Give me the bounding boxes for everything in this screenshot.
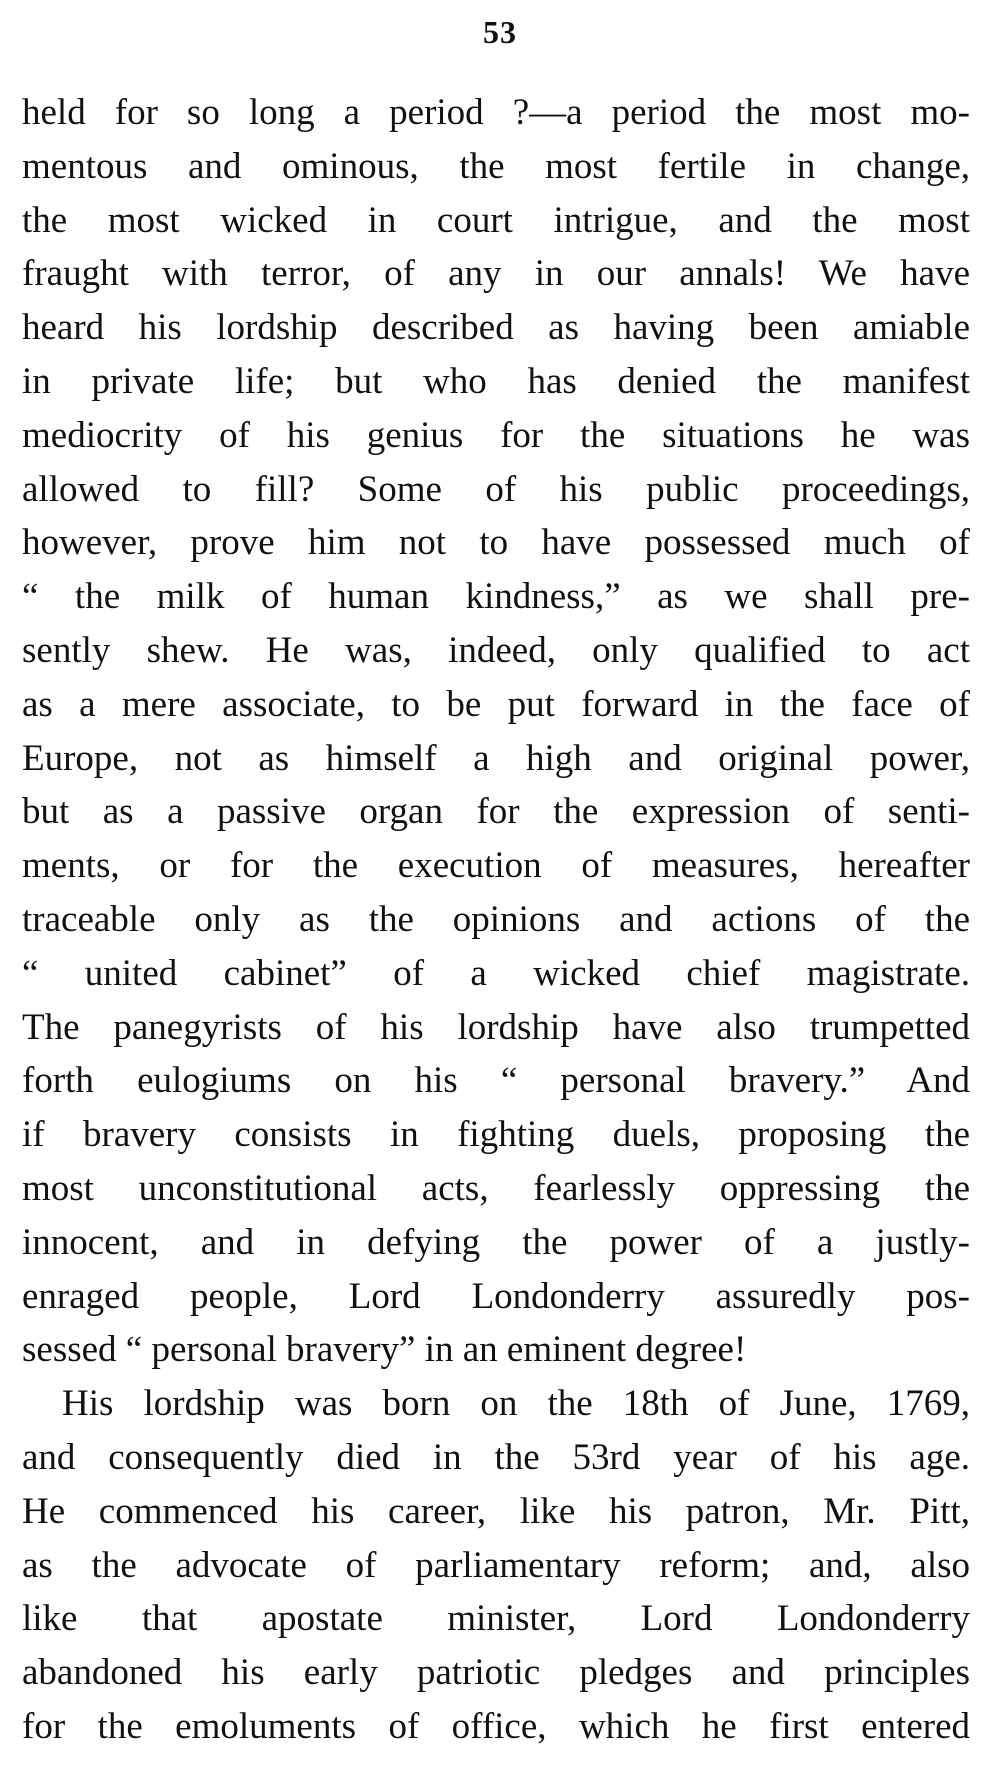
text-line: for the emoluments of office, which he first entered (22, 1705, 970, 1747)
text-line: but as a passive organ for the expression of senti- (22, 791, 970, 833)
text-line: as the advocate of parliamentary reform; and, also (22, 1544, 970, 1586)
text-line: sently shew. He was, indeed, only qualified to act (22, 629, 970, 671)
text-line: forth eulogiums on his “ personal bravery.” And (22, 1060, 970, 1102)
text-line: most unconstitutional acts, fearlessly oppressing the (22, 1167, 970, 1209)
paragraph-1 (22, 86, 970, 1377)
text-line: allowed to fill? Some of his public proceedings, (22, 468, 970, 510)
text-line: mediocrity of his genius for the situations he was (22, 414, 970, 456)
text-line: mentous and ominous, the most fertile in change, (22, 145, 970, 187)
text-line: however, prove him not to have possessed much of (22, 522, 970, 564)
page-number: 53 (483, 14, 517, 50)
text-line: fraught with terror, of any in our annals! We have (22, 253, 970, 295)
text-line: sessed “ personal bravery” in an eminent degree! (22, 1329, 747, 1371)
text-line: and consequently died in the 53rd year of his age. (22, 1436, 970, 1478)
text-line: enraged people, Lord Londonderry assuredly pos- (22, 1275, 970, 1317)
text-line: His lordship was born on the 18th of June, 1769, (62, 1383, 970, 1425)
text-line: “ united cabinet” of a wicked chief magistrate. (22, 952, 970, 994)
text-line: ments, or for the execution of measures, hereafter (22, 845, 970, 887)
text-line: abandoned his early patriotic pledges and principles (22, 1652, 970, 1694)
text-line: as a mere associate, to be put forward in the face of (22, 683, 970, 725)
text-line: like that apostate minister, Lord Londonderry (22, 1598, 970, 1640)
text-line: innocent, and in defying the power of a justly- (22, 1221, 970, 1263)
body-text (22, 86, 970, 1754)
text-line: “ the milk of human kindness,” as we shall pre- (22, 576, 970, 618)
paragraph-2 (22, 1377, 970, 1754)
text-line: traceable only as the opinions and actions of the (22, 898, 970, 940)
text-line: heard his lordship described as having been amiable (22, 307, 970, 349)
text-line: held for so long a period ?—a period the most mo- (22, 92, 970, 133)
text-line: The panegyrists of his lordship have also trumpetted (22, 1006, 970, 1048)
text-line: if bravery consists in fighting duels, proposing the (22, 1114, 970, 1156)
text-line: Europe, not as himself a high and original power, (22, 737, 970, 779)
text-line: in private life; but who has denied the manifest (22, 360, 970, 402)
text-line: He commenced his career, like his patron, Mr. Pitt, (22, 1490, 970, 1532)
text-line: the most wicked in court intrigue, and the most (22, 199, 970, 241)
